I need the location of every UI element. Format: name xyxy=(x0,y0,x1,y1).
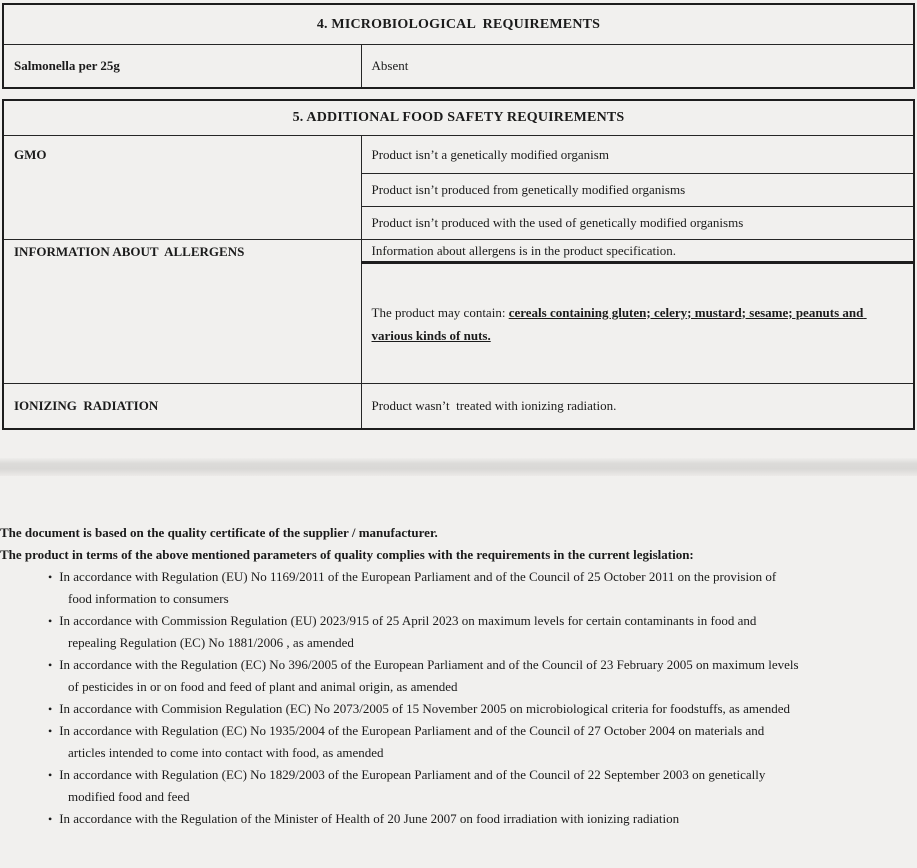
footer-statement-1: The document is based on the quality certificate of the supplier / manufacturer. xyxy=(0,525,438,540)
regulation-text: In accordance with Regulation (EU) No 1169/2011 of the European Parliament and of the Council of 25 October 2011 on the provision of food information to consumers xyxy=(59,569,780,606)
legislation-text-block xyxy=(0,522,800,830)
bullet-icon: • xyxy=(48,812,53,826)
table-row xyxy=(3,4,914,44)
parameter-label-gmo: GMO xyxy=(3,135,361,239)
table-row xyxy=(3,44,914,88)
allergens-statement-1: Information about allergens is in the product specification. xyxy=(361,239,914,262)
regulation-text: In accordance with Commision Regulation (EC) No 2073/2005 of 15 November 2005 on microbiological criteria for foodstuffs, as amended xyxy=(59,701,791,716)
parameter-label-allergens: INFORMATION ABOUT ALLERGENS xyxy=(3,239,361,383)
gmo-statement-1: Product isn’t a genetically modified organism xyxy=(361,135,914,173)
parameter-label-salmonella: Salmonella per 25g xyxy=(3,44,361,88)
regulation-item xyxy=(0,566,800,610)
bullet-icon: • xyxy=(48,658,53,672)
regulation-item xyxy=(0,808,800,830)
regulation-text: In accordance with Regulation (EC) No 1829/2003 of the European Parliament and of the Council of 22 September 2003 on genetically modified food and feed xyxy=(59,767,769,804)
bullet-icon: • xyxy=(48,702,53,716)
parameter-value-salmonella: Absent xyxy=(361,44,914,88)
regulation-item xyxy=(0,654,800,698)
may-contain-prefix: The product may contain: xyxy=(371,304,509,320)
regulation-item xyxy=(0,720,800,764)
footer-statement-2: The product in terms of the above mentioned parameters of quality complies with the requirements in the current legislation: xyxy=(0,547,694,562)
section4-title: 4. MICROBIOLOGICAL REQUIREMENTS xyxy=(3,4,914,44)
regulation-text: In accordance with the Regulation of the Minister of Health of 20 June 2007 on food irradiation with ionizing radiation xyxy=(59,811,680,826)
page-separator xyxy=(0,458,917,476)
table-row xyxy=(3,100,914,135)
regulation-item xyxy=(0,610,800,654)
allergen-list-emphasis: cereals containing gluten; celery; mustard; sesame; peanuts and various kinds of nuts. xyxy=(371,304,867,343)
table-row xyxy=(3,239,914,262)
regulation-item xyxy=(0,764,800,808)
regulation-text: In accordance with Regulation (EC) No 1935/2004 of the European Parliament and of the Council of 27 October 2004 on materials and articles intended to come into contact with food, as amended xyxy=(59,723,768,760)
bullet-icon: • xyxy=(48,724,53,738)
table-row xyxy=(3,135,914,173)
food-safety-requirements-table xyxy=(2,99,915,430)
microbiological-requirements-table xyxy=(2,3,915,89)
table-row xyxy=(3,383,914,429)
regulation-text: In accordance with the Regulation (EC) No 396/2005 of the European Parliament and of the Council of 23 February 2005 on maximum levels of pesticides in or on food and feed of plant and animal origin, as amended xyxy=(59,657,802,694)
allergens-statement-2 xyxy=(361,262,914,383)
parameter-label-ionizing-radiation: IONIZING RADIATION xyxy=(3,383,361,429)
ionizing-radiation-statement: Product wasn’t treated with ionizing radiation. xyxy=(361,383,914,429)
section5-title: 5. ADDITIONAL FOOD SAFETY REQUIREMENTS xyxy=(3,100,914,135)
bullet-icon: • xyxy=(48,614,53,628)
bullet-icon: • xyxy=(48,570,53,584)
bullet-icon: • xyxy=(48,768,53,782)
may-contain-text xyxy=(372,301,874,347)
regulation-text: In accordance with Commission Regulation (EU) 2023/915 of 25 April 2023 on maximum levels for certain contaminants in food and repealing Regulation (EC) No 1881/2006 , as amended xyxy=(59,613,760,650)
gmo-statement-2: Product isn’t produced from genetically modified organisms xyxy=(361,173,914,206)
regulation-item xyxy=(0,698,800,720)
gmo-statement-3: Product isn’t produced with the used of genetically modified organisms xyxy=(361,206,914,239)
